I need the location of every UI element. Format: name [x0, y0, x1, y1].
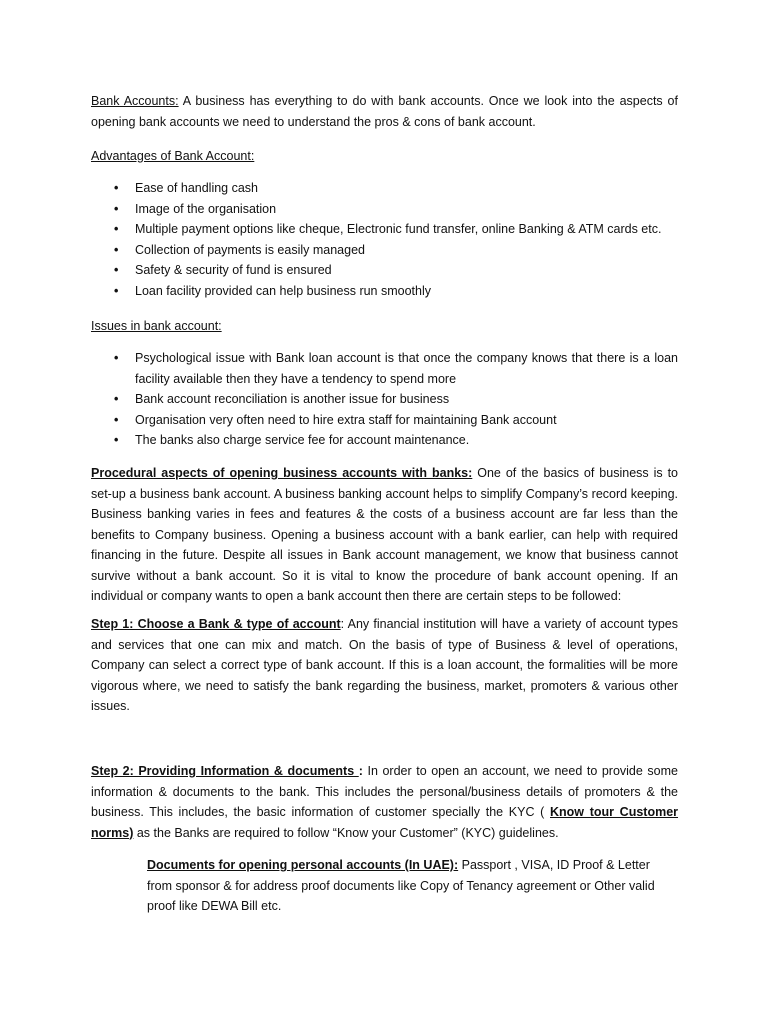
documents-paragraph: [147, 855, 678, 917]
advantages-heading: [91, 146, 678, 167]
step2-text-1: In order to open an account, we need to provide some information & documents to the bank. This includes the personal/business details of promoters & the business. This includes, the basic information of customer specially the KYC (: [91, 764, 678, 819]
issues-list: [91, 348, 678, 451]
list-item: • The banks also charge service fee for account maintenance.: [91, 430, 678, 451]
documents-heading: Documents for opening personal accounts (In UAE):: [147, 858, 459, 872]
step2-colon: :: [358, 764, 363, 778]
list-item: • Loan facility provided can help business run smoothly: [91, 281, 678, 302]
list-item: • Collection of payments is easily managed: [91, 240, 678, 261]
documents-text: Passport , VISA, ID Proof & Letter from sponsor & for address proof documents like Copy of Tenancy agreement or Other valid proof like DEWA Bill etc.: [147, 858, 655, 913]
list-item: • Image of the organisation: [91, 199, 678, 220]
procedural-heading: Procedural aspects of opening business accounts with banks:: [91, 466, 473, 480]
intro-heading: Bank Accounts:: [91, 94, 179, 108]
intro-text: A business has everything to do with bank accounts. Once we look into the aspects of opening bank accounts we need to understand the pros & cons of bank account.: [91, 94, 678, 129]
procedural-paragraph: [91, 463, 678, 607]
issues-heading-text: Issues in bank account:: [91, 319, 222, 333]
list-item: • Ease of handling cash: [91, 178, 678, 199]
list-item: • Bank account reconciliation is another issue for business: [91, 389, 678, 410]
list-item: • Psychological issue with Bank loan account is that once the company knows that there is a loan facility available then they have a tendency to spend more: [91, 348, 678, 389]
step2-paragraph: [91, 761, 678, 843]
kyc-norms-link: Know tour Customer norms): [91, 805, 679, 840]
advantages-heading-text: Advantages of Bank Account:: [91, 149, 255, 163]
list-item: • Safety & security of fund is ensured: [91, 260, 678, 281]
list-item: • Organisation very often need to hire extra staff for maintaining Bank account: [91, 410, 678, 431]
list-item: • Multiple payment options like cheque, Electronic fund transfer, online Banking & ATM cards etc.: [91, 219, 678, 240]
step1-text: : Any financial institution will have a variety of account types and services that one can mix and match. On the basis of type of Business & level of operations, Company can select a correct type of bank account. If this is a loan account, the formalities will be more vigorous where, we need to satisfy the bank regarding the business, market, promoters & various other issues.: [91, 617, 678, 713]
issues-heading: [91, 316, 678, 337]
advantages-list: [91, 178, 678, 301]
step1-paragraph: [91, 614, 678, 717]
procedural-text: One of the basics of business is to set-up a business bank account. A business banking account helps to simplify Company’s record keeping. Business banking varies in fees and features & the costs of a business account are far less than the benefits to Company business. Opening a business account with a bank earlier, can help with required financing in the future. Despite all issues in Bank account management, we know that business cannot survive without a bank account. So it is vital to know the procedure of bank account opening. If an individual or company wants to open a bank account then there are certain steps to be followed:: [91, 466, 679, 603]
step1-heading: Step 1: Choose a Bank & type of account: [91, 617, 341, 631]
step2-text-2: as the Banks are required to follow “Know your Customer” (KYC) guidelines.: [133, 825, 559, 840]
intro-paragraph: [91, 91, 678, 132]
step2-heading: Step 2: Providing Information & documents: [91, 764, 359, 778]
